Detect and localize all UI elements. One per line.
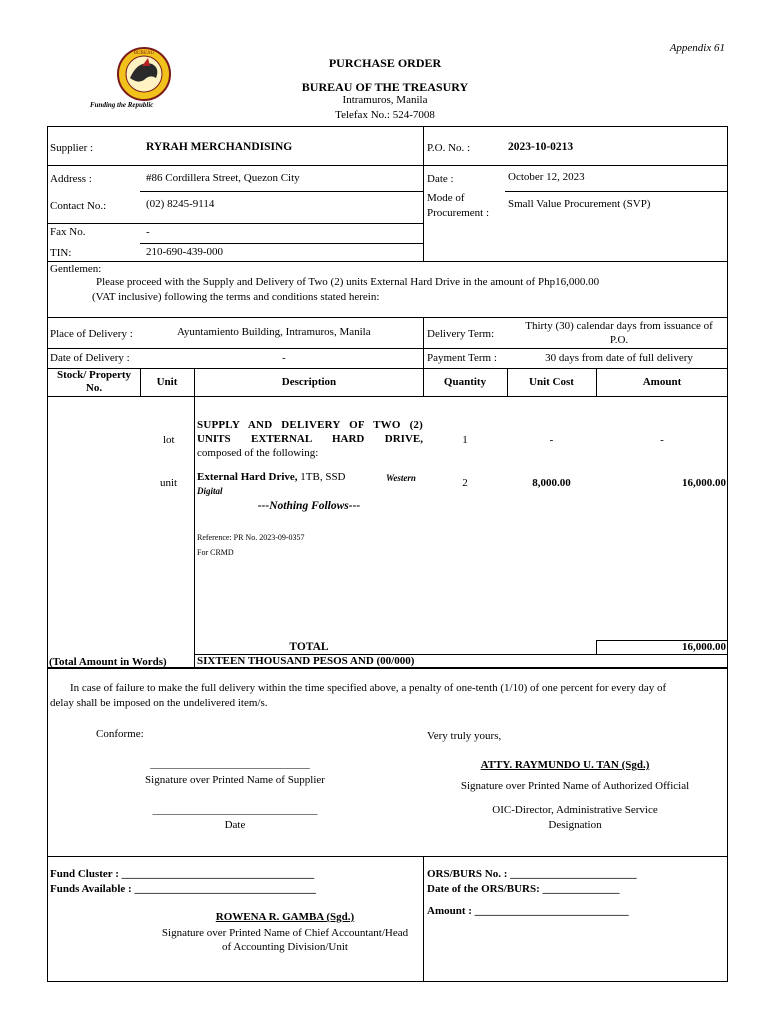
amount-in-words-label: (Total Amount in Words)	[49, 656, 167, 668]
column-header-stock-line2: No.	[85, 382, 103, 394]
appendix-label: Appendix 61	[669, 42, 725, 54]
row-amount: 16,000.00	[682, 477, 726, 489]
row-quantity: 1	[462, 434, 468, 446]
chief-accountant-caption-line2: of Accounting Division/Unit	[222, 941, 348, 953]
funds-available-field: Funds Available : _________________________________	[50, 883, 316, 895]
nothing-follows: ---Nothing Follows---	[257, 500, 361, 512]
conforme-label: Conforme:	[96, 728, 144, 740]
row-description-line1	[197, 471, 346, 483]
place-of-delivery-value: Ayuntamiento Building, Intramuros, Manila	[177, 326, 371, 338]
address-value: #86 Cordillera Street, Quezon City	[146, 172, 300, 184]
row-description-line3: composed of the following:	[197, 447, 319, 459]
logo-tagline: Funding the Republic	[90, 101, 154, 109]
penalty-line2: delay shall be imposed on the undelivered item/s.	[50, 697, 268, 709]
agency-location: Intramuros, Manila	[342, 94, 428, 106]
row-description-brand-line1: Western	[386, 473, 416, 483]
row-amount: -	[660, 434, 664, 446]
mode-label-line2: Procurement :	[427, 207, 490, 219]
closing-label: Very truly yours,	[427, 730, 502, 742]
row-unit: lot	[163, 434, 175, 446]
mode-label-line1: Mode of	[427, 192, 465, 204]
instruction-line1: Please proceed with the Supply and Delivery of Two (2) units External Hard Drive in the amount of Php16,000.00	[96, 276, 600, 288]
place-of-delivery-label: Place of Delivery :	[50, 328, 133, 340]
fax-value: -	[146, 226, 150, 238]
row-unit-cost: 8,000.00	[532, 477, 571, 489]
chief-accountant-name: ROWENA R. GAMBA (Sgd.)	[215, 911, 355, 923]
total-label: TOTAL	[289, 641, 329, 653]
po-no-label: P.O. No. :	[427, 142, 471, 154]
contact-label: Contact No.:	[50, 200, 107, 212]
tin-label: TIN:	[50, 247, 72, 259]
column-header-stock-line1: Stock/ Property	[56, 369, 132, 381]
instruction-line2: (VAT inclusive) following the terms and conditions stated herein:	[92, 291, 380, 303]
svg-text:BUREAU: BUREAU	[133, 51, 155, 56]
reference-note: Reference: PR No. 2023-09-0357	[197, 533, 305, 542]
row-description-spec: 1TB, SSD	[297, 471, 346, 483]
row-description-line1: SUPPLY AND DELIVERY OF TWO (2)	[197, 419, 423, 431]
column-header-unit: Unit	[156, 376, 178, 388]
delivery-term-value-line1: Thirty (30) calendar days from issuance of	[525, 320, 713, 332]
po-no-value: 2023-10-0213	[508, 141, 574, 153]
column-header-unit-cost: Unit Cost	[529, 376, 574, 388]
supplier-signature-caption: Signature over Printed Name of Supplier	[145, 774, 325, 786]
address-label: Address :	[50, 173, 92, 185]
ors-amount-field: Amount : ____________________________	[427, 905, 629, 917]
fax-label: Fax No.	[50, 226, 86, 238]
contact-value: (02) 8245-9114	[146, 198, 215, 210]
po-date-value: October 12, 2023	[508, 171, 585, 183]
date-of-delivery-label: Date of Delivery :	[50, 352, 130, 364]
chief-accountant-caption-line1: Signature over Printed Name of Chief Accountant/Head	[161, 927, 409, 939]
agency-telefax: Telefax No.: 524-7008	[335, 109, 435, 121]
designation-caption: Designation	[548, 819, 602, 831]
supplier-label: Supplier :	[50, 142, 94, 154]
ors-burs-date-field: Date of the ORS/BURS: ______________	[427, 883, 620, 895]
fund-cluster-field: Fund Cluster : ___________________________________	[50, 868, 315, 880]
tin-value: 210-690-439-000	[146, 246, 223, 258]
office-note: For CRMD	[197, 548, 234, 557]
supplier-value: RYRAH MERCHANDISING	[146, 141, 293, 153]
row-description-line2: UNITS EXTERNAL HARD DRIVE,	[197, 433, 423, 445]
column-header-quantity: Quantity	[443, 376, 487, 388]
salutation: Gentlemen:	[50, 263, 102, 275]
agency-name: BUREAU OF THE TREASURY	[301, 80, 469, 94]
date-of-delivery-value: -	[282, 352, 286, 364]
column-header-description: Description	[281, 376, 337, 388]
payment-term-value: 30 days from date of full delivery	[545, 352, 693, 364]
supplier-signature-line: _____________________________	[150, 758, 310, 770]
date-signature-line: ______________________________	[152, 804, 318, 816]
delivery-term-label: Delivery Term:	[427, 328, 495, 340]
document-title: PURCHASE ORDER	[328, 56, 442, 70]
date-signature-caption: Date	[224, 819, 246, 831]
authorized-official-caption: Signature over Printed Name of Authorized Official	[460, 780, 690, 792]
authorized-official-name: ATTY. RAYMUNDO U. TAN (Sgd.)	[480, 759, 650, 771]
penalty-line1: In case of failure to make the full delivery within the time specified above, a penalty of one-tenth (1/10) of one percent for every day of	[70, 682, 667, 694]
row-quantity: 2	[462, 477, 468, 489]
row-unit-cost: -	[549, 434, 554, 446]
designation-value: OIC-Director, Administrative Service	[492, 804, 658, 816]
delivery-term-value-line2: P.O.	[609, 334, 629, 346]
payment-term-label: Payment Term :	[427, 352, 497, 364]
column-header-amount: Amount	[642, 376, 682, 388]
mode-value: Small Value Procurement (SVP)	[508, 198, 651, 210]
amount-in-words-value: SIXTEEN THOUSAND PESOS AND (00/000)	[197, 655, 415, 667]
ors-burs-number-field: ORS/BURS No. : _______________________	[427, 868, 637, 880]
row-description-item: External Hard Drive,	[197, 471, 298, 483]
total-amount: 16,000.00	[682, 641, 726, 653]
po-date-label: Date :	[427, 173, 454, 185]
row-unit: unit	[160, 477, 178, 489]
row-description-brand-line2: Digital	[197, 486, 223, 496]
